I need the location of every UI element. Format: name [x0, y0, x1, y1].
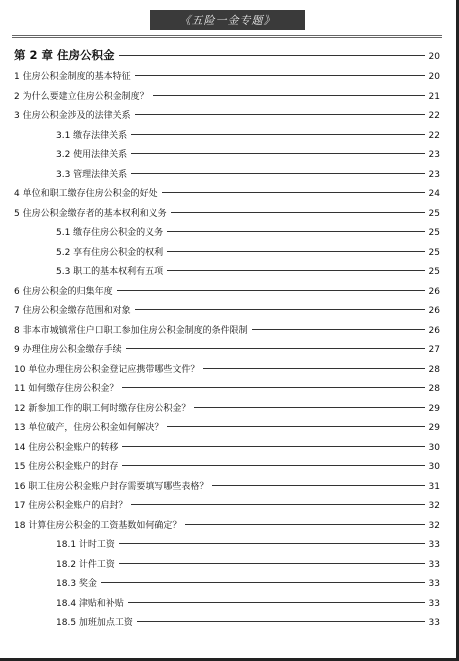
- toc-entry-label: 10 单位办理住房公积金登记应携带哪些文件？: [14, 364, 200, 375]
- toc-entry-label: 5.3 职工的基本权利有五项: [56, 267, 164, 277]
- toc-subentry[interactable]: [14, 228, 440, 238]
- toc-leader: [117, 290, 425, 291]
- toc-page-number: 20: [428, 72, 440, 82]
- toc-entry-label: 9 办理住房公积金缴存手续: [14, 345, 122, 355]
- toc-leader: [131, 134, 425, 135]
- toc-leader: [119, 543, 425, 544]
- toc-subentry[interactable]: [14, 579, 440, 589]
- table-of-contents: [14, 48, 440, 638]
- toc-entry[interactable]: [14, 443, 440, 453]
- toc-page-number: 33: [428, 540, 440, 550]
- toc-subentry[interactable]: [14, 131, 440, 141]
- toc-page-number: 20: [428, 52, 440, 62]
- toc-page-number: 33: [428, 559, 440, 570]
- toc-leader: [122, 465, 425, 466]
- toc-page-number: 33: [428, 618, 440, 628]
- toc-entry[interactable]: [14, 111, 440, 121]
- toc-subentry[interactable]: [14, 599, 440, 609]
- toc-subentry[interactable]: [14, 248, 440, 258]
- toc-page-number: 30: [428, 462, 440, 472]
- toc-entry-label: 16 职工住房公积金账户封存需要填写哪些表格？: [14, 481, 209, 492]
- toc-page-number: 32: [428, 520, 440, 531]
- toc-entry[interactable]: [14, 423, 440, 433]
- toc-page-number: 29: [428, 403, 440, 414]
- toc-entry-label: 18.5 加班加点工资: [56, 618, 133, 628]
- toc-page-number: 21: [428, 91, 440, 102]
- toc-entry-label: 5.2 享有住房公积金的权利: [56, 247, 164, 258]
- toc-entry[interactable]: [14, 209, 440, 219]
- header-rule-secondary: [12, 37, 442, 38]
- header-rule: [12, 35, 442, 36]
- toc-page-number: 33: [428, 579, 440, 589]
- toc-entry[interactable]: [14, 482, 440, 492]
- toc-entry-label: 15 住房公积金账户的封存: [14, 462, 119, 472]
- toc-entry[interactable]: [14, 287, 440, 297]
- toc-entry[interactable]: [14, 72, 440, 82]
- toc-entry-label: 6 住房公积金的归集年度: [14, 286, 113, 297]
- toc-page-number: 25: [428, 247, 440, 258]
- toc-leader: [203, 368, 425, 369]
- toc-entry-label: 7 住房公积金缴存范围和对象: [14, 306, 131, 316]
- toc-entry[interactable]: [14, 326, 440, 336]
- toc-entry[interactable]: [14, 501, 440, 511]
- toc-leader: [185, 524, 425, 525]
- toc-page-number: 28: [428, 384, 440, 394]
- toc-leader: [122, 387, 425, 388]
- toc-entry[interactable]: [14, 189, 440, 199]
- toc-leader: [119, 563, 425, 564]
- toc-leader: [167, 251, 425, 252]
- toc-leader: [131, 504, 425, 505]
- toc-entry[interactable]: [14, 384, 440, 394]
- toc-page-number: 28: [428, 364, 440, 375]
- toc-subentry[interactable]: [14, 560, 440, 570]
- toc-entry-label: 13 单位破产，住房公积金如何解决？: [14, 423, 164, 433]
- toc-entry-label: 3 住房公积金涉及的法律关系: [14, 111, 131, 121]
- toc-page-number: 24: [428, 189, 440, 199]
- toc-entry[interactable]: [14, 462, 440, 472]
- toc-chapter-label: 第 2 章 住房公积金: [14, 48, 115, 62]
- toc-entry-label: 11 如何缴存住房公积金？: [14, 384, 119, 394]
- toc-leader: [137, 621, 425, 622]
- toc-leader: [135, 75, 425, 76]
- toc-page-number: 26: [428, 325, 440, 336]
- toc-page-number: 27: [428, 345, 440, 355]
- toc-entry-label: 5.1 缴存住房公积金的义务: [56, 228, 164, 238]
- toc-entry[interactable]: [14, 306, 440, 316]
- toc-entry[interactable]: [14, 345, 440, 355]
- toc-page-number: 29: [428, 423, 440, 433]
- toc-subentry[interactable]: [14, 540, 440, 550]
- toc-entry-label: 18.3 奖金: [56, 579, 97, 589]
- toc-leader: [167, 231, 425, 232]
- toc-entry-label: 18.4 津贴和补贴: [56, 598, 124, 609]
- toc-leader: [126, 348, 425, 349]
- toc-subentry[interactable]: [14, 150, 440, 160]
- toc-page-number: 23: [428, 169, 440, 180]
- toc-entry-label: 2 为什么要建立住房公积金制度？: [14, 91, 149, 102]
- toc-page-number: 25: [428, 208, 440, 219]
- toc-leader: [167, 426, 425, 427]
- toc-leader: [162, 192, 425, 193]
- toc-entry-label: 18.1 计时工资: [56, 540, 115, 550]
- toc-entry[interactable]: [14, 92, 440, 102]
- toc-leader: [153, 95, 425, 96]
- toc-page-number: 31: [428, 481, 440, 492]
- toc-chapter[interactable]: [14, 48, 440, 64]
- toc-page-number: 25: [428, 228, 440, 238]
- toc-page-number: 30: [428, 442, 440, 453]
- toc-leader: [101, 582, 425, 583]
- toc-page-number: 32: [428, 501, 440, 511]
- toc-entry[interactable]: [14, 404, 440, 414]
- toc-leader: [135, 114, 425, 115]
- toc-page-number: 26: [428, 286, 440, 297]
- toc-entry-label: 3.1 缴存法律关系: [56, 130, 128, 141]
- toc-entry-label: 12 新参加工作的职工何时缴存住房公积金？: [14, 403, 191, 414]
- toc-leader: [194, 407, 425, 408]
- toc-entry-label: 3.2 使用法律关系: [56, 150, 128, 160]
- toc-page-number: 22: [428, 130, 440, 141]
- toc-leader: [167, 270, 425, 271]
- toc-entry-label: 4 单位和职工缴存住房公积金的好处: [14, 189, 158, 199]
- toc-page-number: 22: [428, 111, 440, 121]
- toc-page-number: 25: [428, 267, 440, 277]
- toc-subentry[interactable]: [14, 618, 440, 628]
- toc-leader: [122, 446, 425, 447]
- toc-entry-label: 3.3 管理法律关系: [56, 169, 128, 180]
- toc-entry[interactable]: [14, 521, 440, 531]
- toc-entry-label: 5 住房公积金缴存者的基本权利和义务: [14, 208, 167, 219]
- toc-entry-label: 17 住房公积金账户的启封？: [14, 501, 128, 511]
- toc-subentry[interactable]: [14, 267, 440, 277]
- toc-leader: [131, 153, 425, 154]
- toc-page-number: 33: [428, 598, 440, 609]
- toc-leader: [135, 309, 425, 310]
- toc-leader: [252, 329, 425, 330]
- toc-page-number: 23: [428, 150, 440, 160]
- toc-leader: [212, 485, 425, 486]
- header-title: 《五险一金专题》: [150, 10, 305, 30]
- toc-entry-label: 18.2 计件工资: [56, 559, 115, 570]
- toc-leader: [131, 173, 425, 174]
- toc-leader: [171, 212, 425, 213]
- toc-entry-label: 18 计算住房公积金的工资基数如何确定？: [14, 520, 182, 531]
- toc-leader: [128, 602, 425, 603]
- toc-leader: [119, 55, 425, 56]
- toc-page-number: 26: [428, 306, 440, 316]
- toc-entry-label: 8 非本市城镇常住户口职工参加住房公积金制度的条件限制: [14, 325, 248, 336]
- toc-entry-label: 1 住房公积金制度的基本特征: [14, 72, 131, 82]
- toc-entry[interactable]: [14, 365, 440, 375]
- toc-subentry[interactable]: [14, 170, 440, 180]
- toc-entry-label: 14 住房公积金账户的转移: [14, 442, 119, 453]
